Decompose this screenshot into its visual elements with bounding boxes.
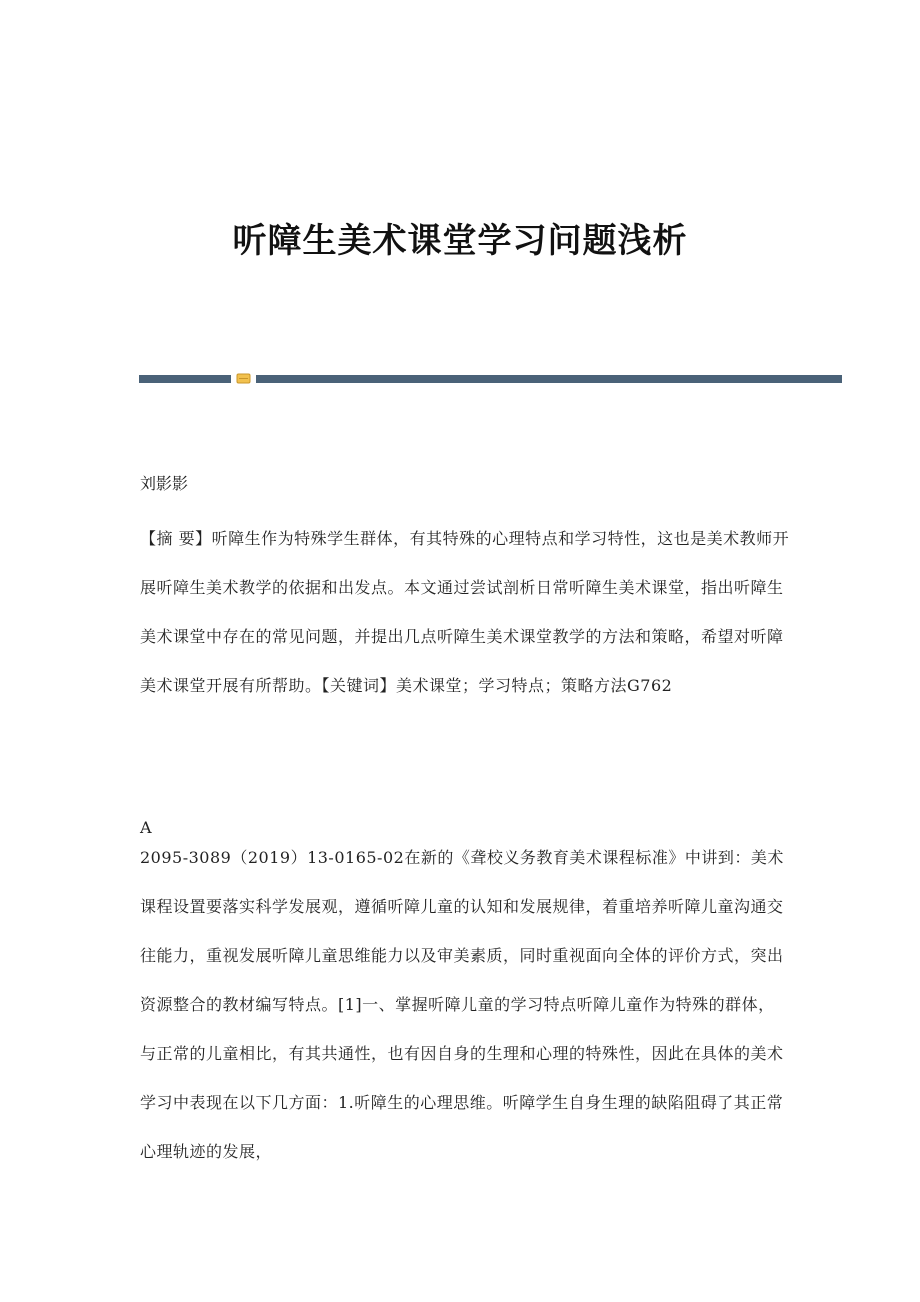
body-paragraph: 2095-3089（2019）13-0165-02在新的《聋校义务教育美术课程标准》中讲到：美术课程设置要落实科学发展观，遵循听障儿童的认知和发展规律，着重培养听障儿童沟通交往能力，重视发展听障儿童思维能力以及审美素质，同时重视面向全体的评价方式，突出资源整合的教材编写特点。[1]一、掌握听障儿童的学习特点听障儿童作为特殊的群体，与正常的儿童相比，有其共通性，也有因自身的生理和心理的特殊性，因此在具体的美术学习中表现在以下几方面：1.听障生的心理思维。听障学生自身生理的缺陷阻碍了其正常心理轨迹的发展，: [140, 848, 784, 1161]
document-title: 听障生美术课堂学习问题浅析: [232, 221, 688, 261]
author-name: 刘影影: [140, 474, 189, 493]
ornament-icon: [236, 372, 251, 385]
title-rule-right: [256, 375, 842, 383]
title-rule-left: [139, 375, 231, 383]
classification-letter: A: [140, 818, 153, 837]
abstract-paragraph: 【摘 要】听障生作为特殊学生群体，有其特殊的心理特点和学习特性，这也是美术教师开展听障生美术教学的依据和出发点。本文通过尝试剖析日常听障生美术课堂，指出听障生美术课堂中存在的常见问题，并提出几点听障生美术课堂教学的方法和策略，希望对听障美术课堂开展有所帮助。【关键词】美术课堂；学习特点；策略方法G762: [140, 529, 790, 695]
